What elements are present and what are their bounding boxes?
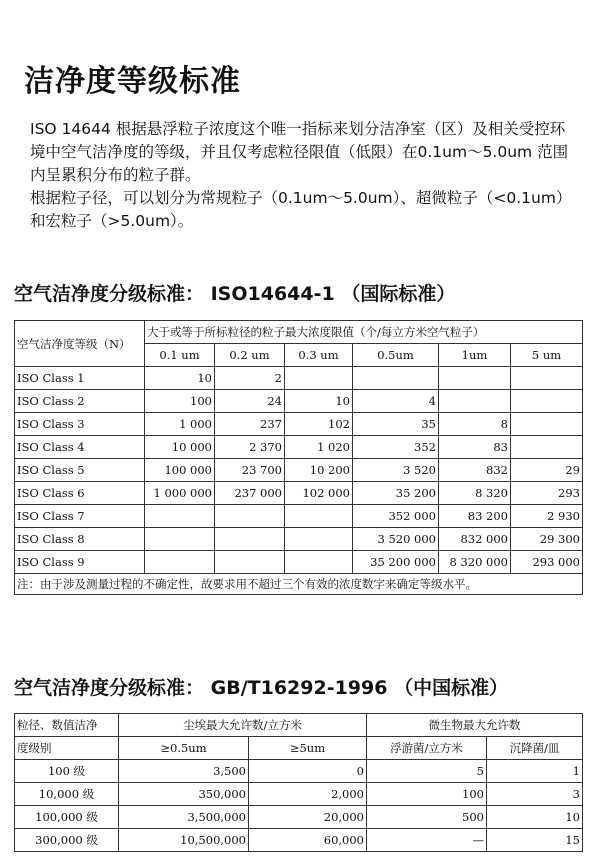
iso-value-cell: 293 bbox=[511, 482, 583, 505]
gb-value-cell: 0 bbox=[249, 760, 367, 783]
iso-value-cell: 10 bbox=[285, 390, 353, 413]
iso-section-heading: 空气洁净度分级标准： ISO14644-1 （国际标准） bbox=[14, 283, 456, 305]
iso-value-cell bbox=[511, 367, 583, 390]
gb-column-header: 沉降菌/皿 bbox=[487, 737, 583, 760]
gb-value-cell: 3 bbox=[487, 783, 583, 806]
table-row bbox=[15, 459, 583, 482]
iso-row-label: ISO Class 5 bbox=[15, 459, 145, 482]
iso-value-cell: 237 bbox=[215, 413, 285, 436]
table-row bbox=[15, 482, 583, 505]
iso-value-cell: 35 bbox=[353, 413, 439, 436]
iso-value-cell: 832 bbox=[439, 459, 511, 482]
iso-value-cell: 1 000 bbox=[145, 413, 215, 436]
intro-paragraph: ISO 14644 根据悬浮粒子浓度这个唯一指标来划分洁净室（区）及相关受控环境中空气洁净度的等级，并且仅考虑粒径限值（低限）在0.1um～5.0um 范围内呈累积分布的粒子群。 bbox=[30, 120, 569, 184]
gb-group-microbe: 微生物最大允许数 bbox=[367, 714, 583, 737]
iso-row-label: ISO Class 4 bbox=[15, 436, 145, 459]
iso-value-cell: 2 370 bbox=[215, 436, 285, 459]
table-row bbox=[15, 413, 583, 436]
table-row bbox=[15, 367, 583, 390]
table-row bbox=[15, 829, 583, 852]
iso-value-cell: 352 bbox=[353, 436, 439, 459]
iso-value-cell bbox=[145, 551, 215, 574]
iso-row-label: ISO Class 6 bbox=[15, 482, 145, 505]
iso-value-cell: 29 300 bbox=[511, 528, 583, 551]
iso-row-label: ISO Class 9 bbox=[15, 551, 145, 574]
gb-corner-top: 粒径、数值洁净 bbox=[15, 714, 119, 737]
gb-value-cell: 20,000 bbox=[249, 806, 367, 829]
iso-value-cell bbox=[511, 436, 583, 459]
gb-classification-table bbox=[14, 713, 583, 852]
iso-value-cell bbox=[511, 413, 583, 436]
gb-column-header: ≥5um bbox=[249, 737, 367, 760]
iso-value-cell: 3 520 bbox=[353, 459, 439, 482]
iso-row-label: ISO Class 7 bbox=[15, 505, 145, 528]
iso-column-header: 0.3 um bbox=[285, 344, 353, 367]
iso-classification-table bbox=[14, 320, 583, 595]
gb-value-cell: 60,000 bbox=[249, 829, 367, 852]
iso-value-cell bbox=[215, 505, 285, 528]
iso-value-cell: 8 bbox=[439, 413, 511, 436]
iso-value-cell bbox=[145, 528, 215, 551]
gb-value-cell: 3,500,000 bbox=[119, 806, 249, 829]
gb-value-cell: 3,500 bbox=[119, 760, 249, 783]
iso-group-header: 大于或等于所标粒径的粒子最大浓度限值（个/每立方米空气粒子） bbox=[145, 321, 583, 344]
gb-value-cell: 500 bbox=[367, 806, 487, 829]
gb-row-label: 10,000 级 bbox=[15, 783, 119, 806]
gb-column-header: ≥0.5um bbox=[119, 737, 249, 760]
iso-value-cell: 102 000 bbox=[285, 482, 353, 505]
iso-column-header: 0.5um bbox=[353, 344, 439, 367]
gb-row-label: 100,000 级 bbox=[15, 806, 119, 829]
iso-row-label: ISO Class 8 bbox=[15, 528, 145, 551]
iso-column-header: 0.2 um bbox=[215, 344, 285, 367]
iso-value-cell: 100 000 bbox=[145, 459, 215, 482]
iso-value-cell: 10 200 bbox=[285, 459, 353, 482]
iso-value-cell: 4 bbox=[353, 390, 439, 413]
iso-value-cell: 35 200 000 bbox=[353, 551, 439, 574]
iso-value-cell: 3 520 000 bbox=[353, 528, 439, 551]
iso-value-cell bbox=[511, 390, 583, 413]
iso-value-cell: 1 020 bbox=[285, 436, 353, 459]
gb-value-cell: 10 bbox=[487, 806, 583, 829]
iso-row-label: ISO Class 1 bbox=[15, 367, 145, 390]
intro-text bbox=[30, 118, 580, 233]
iso-value-cell: 352 000 bbox=[353, 505, 439, 528]
iso-row-label: ISO Class 2 bbox=[15, 390, 145, 413]
gb-value-cell: 1 bbox=[487, 760, 583, 783]
gb-value-cell: 5 bbox=[367, 760, 487, 783]
iso-value-cell: 2 930 bbox=[511, 505, 583, 528]
iso-value-cell: 83 200 bbox=[439, 505, 511, 528]
iso-value-cell: 1 000 000 bbox=[145, 482, 215, 505]
iso-column-header: 1um bbox=[439, 344, 511, 367]
iso-value-cell: 8 320 bbox=[439, 482, 511, 505]
iso-value-cell: 8 320 000 bbox=[439, 551, 511, 574]
iso-value-cell bbox=[285, 551, 353, 574]
gb-value-cell: 10,500,000 bbox=[119, 829, 249, 852]
iso-value-cell: 83 bbox=[439, 436, 511, 459]
iso-value-cell bbox=[145, 505, 215, 528]
iso-value-cell bbox=[439, 390, 511, 413]
gb-value-cell: — bbox=[367, 829, 487, 852]
iso-row-label: ISO Class 3 bbox=[15, 413, 145, 436]
gb-value-cell: 350,000 bbox=[119, 783, 249, 806]
iso-value-cell: 237 000 bbox=[215, 482, 285, 505]
gb-row-label: 100 级 bbox=[15, 760, 119, 783]
table-row bbox=[15, 551, 583, 574]
iso-value-cell: 102 bbox=[285, 413, 353, 436]
table-row bbox=[15, 783, 583, 806]
gb-section-heading: 空气洁净度分级标准： GB/T16292-1996 （中国标准） bbox=[14, 677, 509, 699]
table-row bbox=[15, 528, 583, 551]
table-row bbox=[15, 390, 583, 413]
iso-value-cell bbox=[215, 551, 285, 574]
iso-column-header: 0.1 um bbox=[145, 344, 215, 367]
iso-table-note: 注：由于涉及测量过程的不确定性，故要求用不超过三个有效的浓度数字来确定等级水平。 bbox=[15, 574, 583, 595]
iso-value-cell: 10 bbox=[145, 367, 215, 390]
iso-value-cell: 24 bbox=[215, 390, 285, 413]
iso-value-cell bbox=[439, 367, 511, 390]
table-row bbox=[15, 806, 583, 829]
table-row bbox=[15, 760, 583, 783]
iso-value-cell bbox=[285, 367, 353, 390]
iso-value-cell: 23 700 bbox=[215, 459, 285, 482]
iso-value-cell: 100 bbox=[145, 390, 215, 413]
iso-value-cell bbox=[285, 505, 353, 528]
table-row bbox=[15, 436, 583, 459]
iso-value-cell: 29 bbox=[511, 459, 583, 482]
gb-column-header: 浮游菌/立方米 bbox=[367, 737, 487, 760]
iso-value-cell: 293 000 bbox=[511, 551, 583, 574]
gb-group-dust: 尘埃最大允许数/立方米 bbox=[119, 714, 367, 737]
iso-value-cell: 10 000 bbox=[145, 436, 215, 459]
iso-value-cell bbox=[353, 367, 439, 390]
iso-value-cell: 2 bbox=[215, 367, 285, 390]
page-title: 洁净度等级标准 bbox=[24, 64, 241, 99]
iso-corner-header: 空气洁净度等级（N） bbox=[15, 321, 145, 367]
iso-value-cell: 832 000 bbox=[439, 528, 511, 551]
intro-paragraph: 根据粒子径，可以划分为常规粒子（0.1um～5.0um）、超微粒子（<0.1um）和宏粒子（>5.0um）。 bbox=[30, 189, 572, 230]
gb-corner-bottom: 度级别 bbox=[15, 737, 119, 760]
table-row bbox=[15, 505, 583, 528]
gb-value-cell: 2,000 bbox=[249, 783, 367, 806]
iso-column-header: 5 um bbox=[511, 344, 583, 367]
iso-value-cell bbox=[215, 528, 285, 551]
gb-row-label: 300,000 级 bbox=[15, 829, 119, 852]
iso-value-cell: 35 200 bbox=[353, 482, 439, 505]
gb-value-cell: 15 bbox=[487, 829, 583, 852]
iso-value-cell bbox=[285, 528, 353, 551]
gb-value-cell: 100 bbox=[367, 783, 487, 806]
